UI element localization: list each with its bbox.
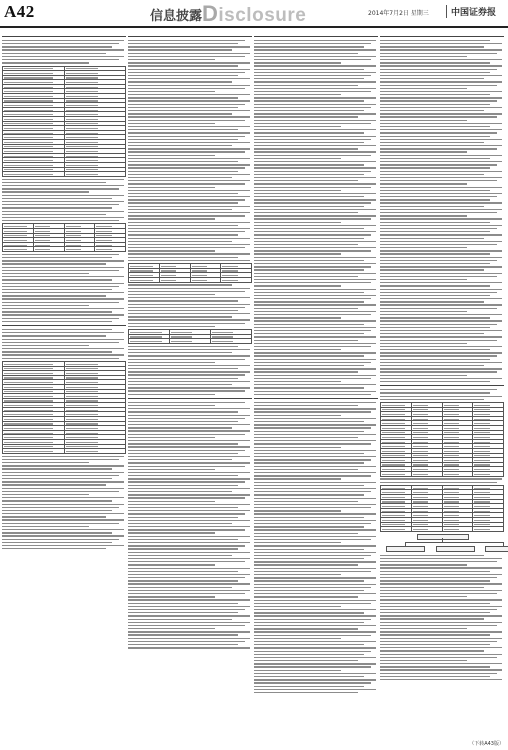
table-cell [411, 527, 442, 532]
table-cell [64, 247, 95, 252]
text-line [380, 380, 504, 383]
table-row [381, 527, 504, 532]
text-line [128, 259, 252, 262]
data-table [380, 402, 504, 477]
article-block [380, 36, 504, 383]
diagram-connector [405, 542, 406, 546]
section-title-en-initial: D [202, 1, 219, 26]
table-cell [33, 247, 64, 252]
text-line [380, 678, 504, 681]
page-number: A42 [4, 2, 35, 21]
table-cell [3, 172, 65, 177]
table-cell [381, 527, 412, 532]
article-block [2, 325, 126, 550]
table-cell [95, 247, 126, 252]
section-divider [254, 398, 378, 399]
text-line [2, 547, 126, 550]
column-2 [128, 34, 252, 652]
issue-date: 2014年7月2日 星期三 [368, 10, 429, 17]
column-4 [380, 34, 504, 683]
article-block [254, 398, 378, 694]
table-cell [3, 247, 34, 252]
article-block [2, 36, 126, 323]
section-divider [2, 36, 126, 37]
table-cell [221, 277, 252, 282]
article-block [254, 36, 378, 396]
table-row [3, 449, 126, 454]
section-divider [380, 36, 504, 37]
table-cell [211, 339, 252, 344]
article-block [128, 36, 252, 396]
text-line [128, 325, 252, 328]
table-row [129, 277, 252, 282]
diagram-node [436, 546, 475, 552]
text-line [2, 320, 126, 323]
data-table [128, 329, 252, 344]
diagram-connector [405, 542, 504, 543]
text-line [254, 393, 378, 396]
text-line [128, 393, 252, 396]
section-divider [380, 385, 504, 386]
table-cell [473, 527, 504, 532]
table-cell [64, 172, 126, 177]
table-cell [159, 277, 190, 282]
section-title-cn: 信息披露 [150, 9, 203, 24]
table-cell [3, 449, 65, 454]
text-line [254, 691, 378, 694]
table-cell [442, 471, 473, 476]
section-title-en [202, 1, 306, 27]
table-cell [381, 471, 412, 476]
column-1 [2, 34, 126, 552]
diagram-node [485, 546, 508, 552]
section-divider [2, 325, 126, 326]
table-cell [473, 471, 504, 476]
masthead [0, 0, 508, 28]
table-row [3, 172, 126, 177]
data-table [2, 361, 126, 454]
table-cell [442, 527, 473, 532]
diagram-connector [442, 538, 443, 542]
text-line [2, 61, 126, 64]
table-cell [64, 449, 126, 454]
diagram-connector [503, 542, 504, 546]
data-table [128, 263, 252, 282]
table-cell [129, 277, 160, 282]
table-row [3, 247, 126, 252]
article-block [128, 398, 252, 650]
section-divider [254, 36, 378, 37]
table-cell [411, 471, 442, 476]
data-table [380, 485, 504, 532]
diagram-node [386, 546, 425, 552]
article-block [380, 385, 504, 681]
table-cell [170, 339, 211, 344]
text-line [128, 646, 252, 649]
continuation-note: （下转A43版） [469, 741, 504, 747]
text-line [2, 357, 126, 360]
section-divider [128, 398, 252, 399]
column-3 [254, 34, 378, 696]
data-table [2, 66, 126, 177]
text-line [380, 481, 504, 484]
ownership-diagram [380, 534, 504, 552]
data-table [2, 223, 126, 252]
newspaper-logo: 中国证券报 [446, 5, 496, 18]
section-title-en-rest: isclosure [218, 5, 307, 26]
text-line [2, 219, 126, 222]
section-divider [128, 36, 252, 37]
table-cell [190, 277, 221, 282]
table-row [381, 471, 504, 476]
table-row [129, 339, 252, 344]
text-line [380, 398, 504, 401]
table-cell [129, 339, 170, 344]
